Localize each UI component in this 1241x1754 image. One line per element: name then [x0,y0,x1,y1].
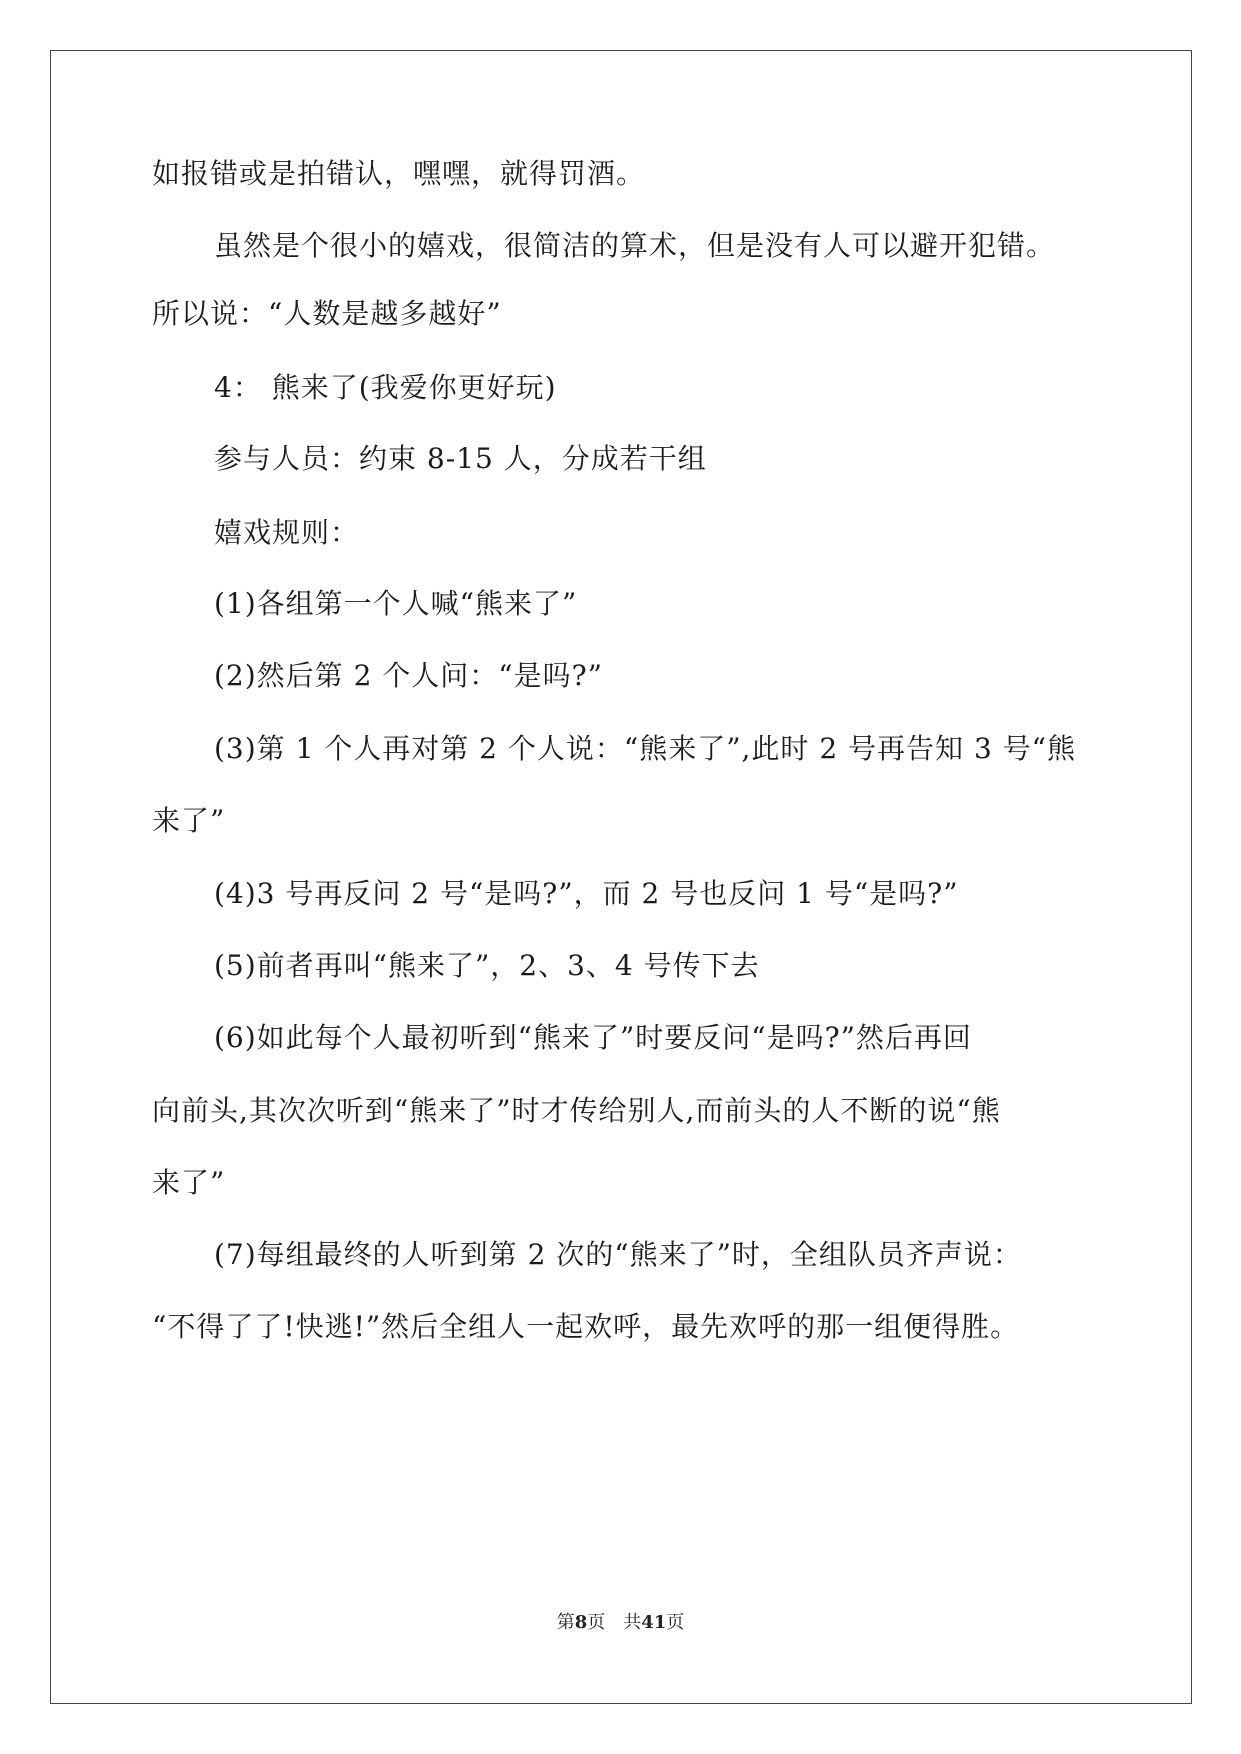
total-prefix: 共 [623,1612,642,1633]
paragraph-line: 嬉戏规则： [214,516,360,549]
paragraph-line: 虽然是个很小的嬉戏，很简洁的算术，但是没有人可以避开犯错。 [214,229,1056,262]
rule-item: (6)如此每个人最初听到“熊来了”时要反问“是吗?”然后再回 [214,1021,972,1054]
rule-item: (2)然后第 2 个人问：“是吗?” [214,659,603,692]
rule-item-continuation: 来了” [152,1166,226,1199]
page-suffix: 页 [587,1612,606,1633]
total-suffix: 页 [666,1612,685,1633]
rule-item-continuation: 向前头,其次次听到“熊来了”时才传给别人,而前头的人不断的说“熊 [152,1094,1001,1127]
page-prefix: 第 [556,1612,575,1633]
rule-item: (4)3 号再反问 2 号“是吗?”，而 2 号也反问 1 号“是吗?” [214,877,959,910]
section-heading: 4： 熊来了(我爱你更好玩) [214,371,557,404]
rule-item-continuation: “不得了了!快逃!”然后全组人一起欢呼，最先欢呼的那一组便得胜。 [152,1310,1020,1343]
paragraph-line: 如报错或是拍错认，嘿嘿，就得罚酒。 [152,157,646,190]
rule-item: (3)第 1 个人再对第 2 个人说：“熊来了”,此时 2 号再告知 3 号“熊 [214,732,1076,765]
rule-item-continuation: 来了” [152,804,226,837]
paragraph-line: 所以说：“人数是越多越好” [152,297,502,330]
rule-item: (5)前者再叫“熊来了”，2、3、4 号传下去 [214,949,760,982]
paragraph-line: 参与人员：约束 8-15 人，分成若干组 [214,442,707,475]
total-pages: 41 [641,1612,667,1633]
page-number: 8 [574,1612,588,1633]
rule-item: (7)每组最终的人听到第 2 次的“熊来了”时，全组队员齐声说： [214,1238,1022,1271]
rule-item: (1)各组第一个人喊“熊来了” [214,587,578,620]
page-footer [0,1612,1241,1634]
